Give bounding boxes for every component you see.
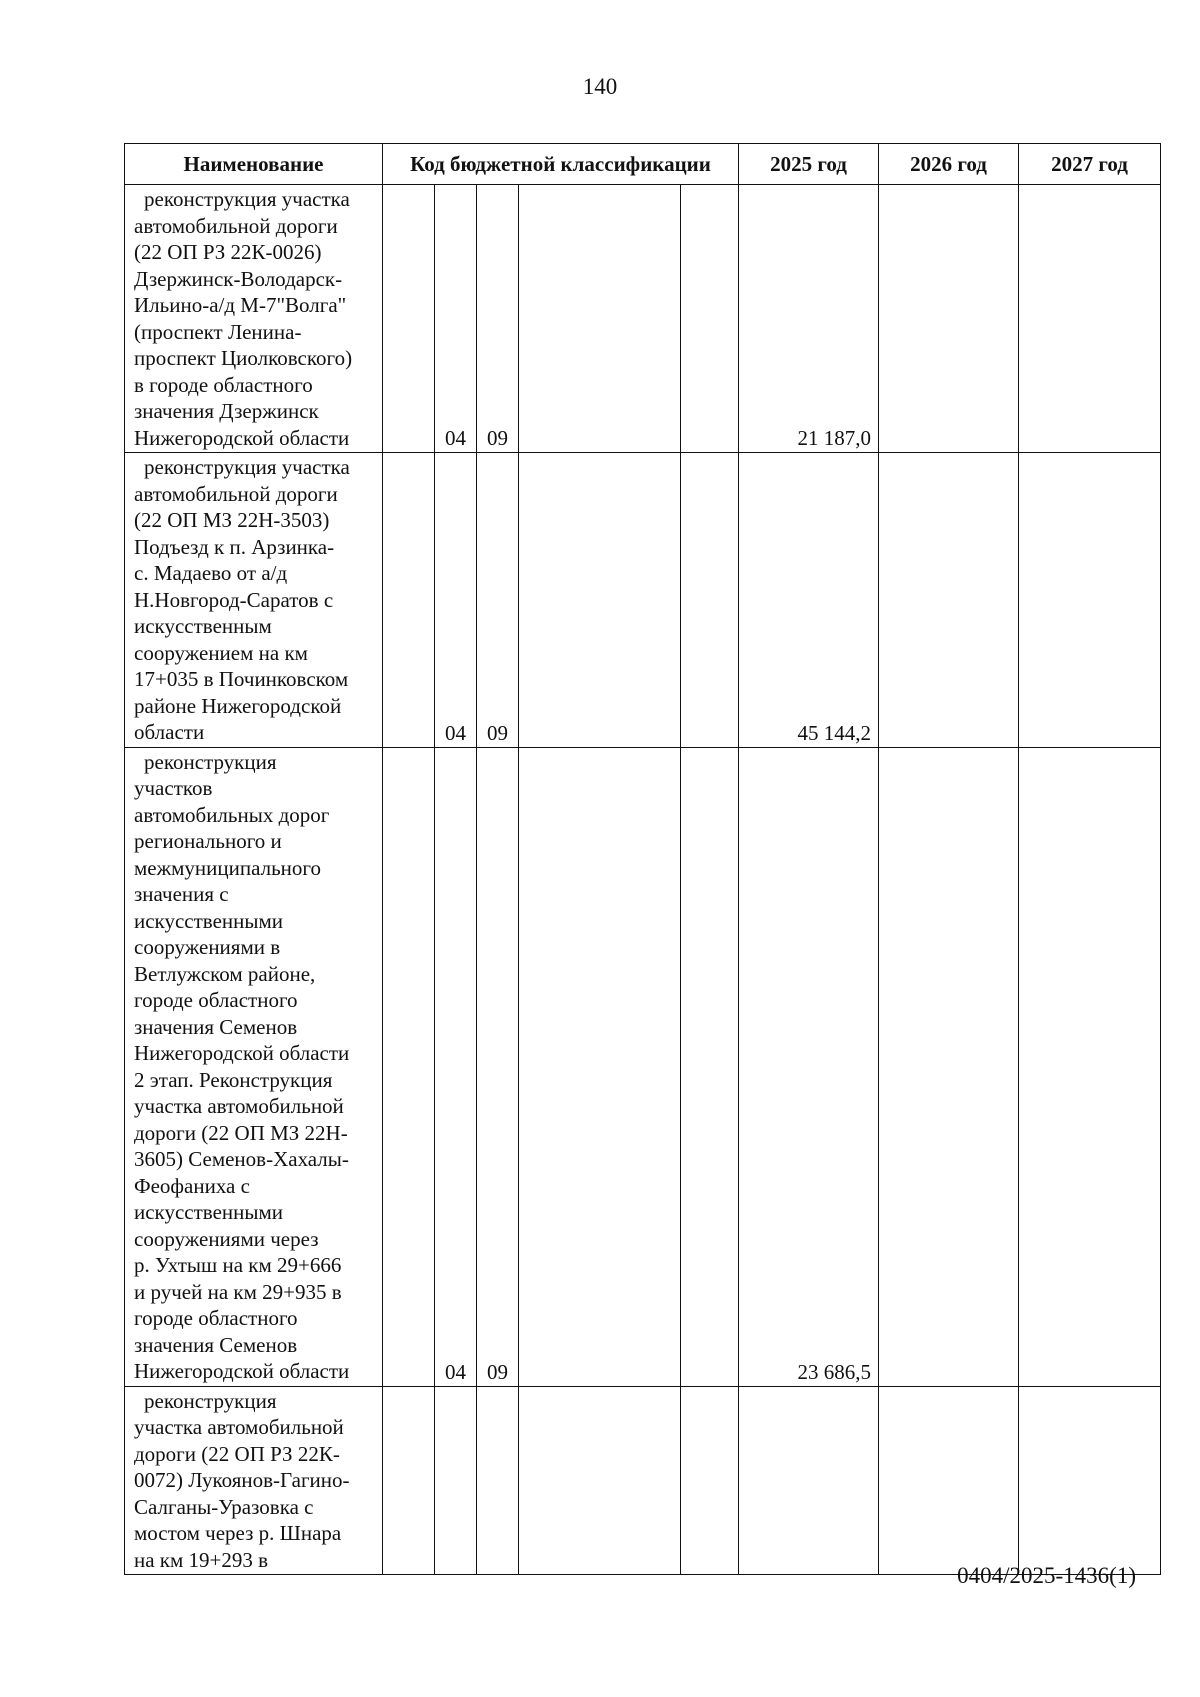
row-name-line: реконструкция <box>144 1388 277 1413</box>
header-2027: 2027 год <box>1019 144 1161 185</box>
row-name-line: искусственными <box>134 1200 284 1224</box>
row-name-cell <box>125 747 383 1386</box>
row-name-line: 17+035 в Починковском <box>134 667 349 691</box>
row-name-line: сооружением на км <box>134 640 308 665</box>
code-subcell-empty <box>383 1386 435 1575</box>
row-name-line: автомобильных дорог <box>134 802 330 827</box>
code-subcell-empty <box>383 453 435 748</box>
row-name-line: мостом через р. Шнара <box>134 1521 342 1545</box>
table-body <box>125 185 1161 1575</box>
budget-table <box>124 143 1161 1575</box>
row-name-line: (22 ОП МЗ 22Н-3503) <box>134 508 330 532</box>
header-2025: 2025 год <box>739 144 879 185</box>
row-name-line: 2 этап. Реконструкция <box>134 1067 333 1092</box>
code-subcell-empty <box>383 185 435 453</box>
code-type-cell <box>681 185 739 453</box>
amount-2025-cell <box>739 1386 879 1575</box>
row-name-line: участков <box>134 776 213 800</box>
header-row <box>125 144 1161 185</box>
row-name-line: (проспект Ленина- <box>134 319 302 344</box>
row-name-line: 0072) Лукоянов-Гагино- <box>134 1468 350 1492</box>
row-name-line: межмуниципального <box>134 855 321 880</box>
row-name-line: в городе областного <box>134 372 313 397</box>
row-name-cell <box>125 1386 383 1575</box>
code-target-cell <box>519 747 681 1386</box>
row-name-line: и ручей на км 29+935 в <box>134 1279 342 1304</box>
row-name-line: Ветлужском районе, <box>134 961 316 986</box>
amount-2025-cell: 21 187,0 <box>739 185 879 453</box>
row-name-line: участка автомобильной <box>134 1415 344 1439</box>
amount-2026-cell <box>879 185 1019 453</box>
amount-2026-cell <box>879 747 1019 1386</box>
code-section-cell: 04 <box>435 185 477 453</box>
code-section-cell: 04 <box>435 453 477 748</box>
row-name-line: районе Нижегородской <box>134 693 342 718</box>
row-name-line: Салганы-Уразовка с <box>134 1494 314 1519</box>
amount-2025-cell: 45 144,2 <box>739 453 879 748</box>
header-code: Код бюджетной классификации <box>383 144 739 185</box>
row-name-line: Подъезд к п. Арзинка- <box>134 534 335 559</box>
row-name-line: участка автомобильной <box>134 1094 344 1118</box>
code-target-cell <box>519 1386 681 1575</box>
row-name-line: реконструкция <box>144 749 277 774</box>
row-name-line: на км 19+293 в <box>134 1547 269 1572</box>
row-name-line: области <box>134 720 205 744</box>
code-subsection-cell <box>477 1386 519 1575</box>
row-name-line: 3605) Семенов-Хахалы- <box>134 1147 349 1171</box>
code-subsection-cell: 09 <box>477 747 519 1386</box>
amount-2027-cell <box>1019 747 1161 1386</box>
table-row <box>125 1386 1161 1575</box>
row-name-line: дороги (22 ОП РЗ 22К- <box>134 1441 340 1466</box>
document-code: 0404/2025-1436(1) <box>957 1563 1136 1588</box>
code-section-cell <box>435 1386 477 1575</box>
row-name-line: городе областного <box>134 1306 298 1330</box>
amount-2027-cell <box>1019 1386 1161 1575</box>
row-name-line: реконструкция участка <box>144 455 350 479</box>
row-name-line: регионального и <box>134 829 282 853</box>
row-name-line: значения Дзержинск <box>134 399 319 423</box>
code-type-cell <box>681 747 739 1386</box>
code-subsection-cell: 09 <box>477 185 519 453</box>
row-name-line: Нижегородской области <box>134 1041 350 1065</box>
row-name-line: дороги (22 ОП МЗ 22Н- <box>134 1120 348 1145</box>
row-name-line: значения Семенов <box>134 1014 298 1039</box>
row-name-line: проспект Циолковского) <box>134 346 353 370</box>
row-name-line: с. Мадаево от а/д <box>134 561 288 585</box>
row-name-line: искусственным <box>134 614 272 638</box>
row-name-line: Ильино-а/д М-7"Волга" <box>134 293 347 317</box>
code-type-cell <box>681 1386 739 1575</box>
code-type-cell <box>681 453 739 748</box>
row-name-line: Нижегородской области <box>134 425 350 450</box>
amount-2025-cell: 23 686,5 <box>739 747 879 1386</box>
code-subsection-cell: 09 <box>477 453 519 748</box>
row-name-line: городе областного <box>134 988 298 1012</box>
row-name-line: Н.Новгород-Саратов с <box>134 587 334 612</box>
row-name-line: автомобильной дороги <box>134 213 338 238</box>
table-row <box>125 185 1161 453</box>
row-name-line: сооружениями в <box>134 935 281 959</box>
row-name-cell <box>125 185 383 453</box>
row-name-line: Дзержинск-Володарск- <box>134 266 343 291</box>
row-name-line: автомобильной дороги <box>134 481 338 506</box>
row-name-line: р. Ухтыш на км 29+666 <box>134 1253 342 1277</box>
amount-2027-cell <box>1019 185 1161 453</box>
row-name-line: Феофаниха с <box>134 1173 250 1198</box>
row-name-cell <box>125 453 383 748</box>
code-target-cell <box>519 185 681 453</box>
table-row <box>125 453 1161 748</box>
row-name-line: значения с <box>134 882 229 906</box>
header-2026: 2026 год <box>879 144 1019 185</box>
code-target-cell <box>519 453 681 748</box>
page-number: 140 <box>582 74 618 99</box>
code-section-cell: 04 <box>435 747 477 1386</box>
row-name-line: значения Семенов <box>134 1332 298 1357</box>
row-name-line: сооружениями через <box>134 1226 319 1251</box>
code-subcell-empty <box>383 747 435 1386</box>
row-name-line: реконструкция участка <box>144 187 350 211</box>
header-name: Наименование <box>125 144 383 185</box>
amount-2026-cell <box>879 1386 1019 1575</box>
row-name-line: искусственными <box>134 908 284 933</box>
row-name-line: (22 ОП РЗ 22К-0026) <box>134 240 322 264</box>
amount-2027-cell <box>1019 453 1161 748</box>
amount-2026-cell <box>879 453 1019 748</box>
row-name-line: Нижегородской области <box>134 1359 350 1383</box>
table-row <box>125 747 1161 1386</box>
